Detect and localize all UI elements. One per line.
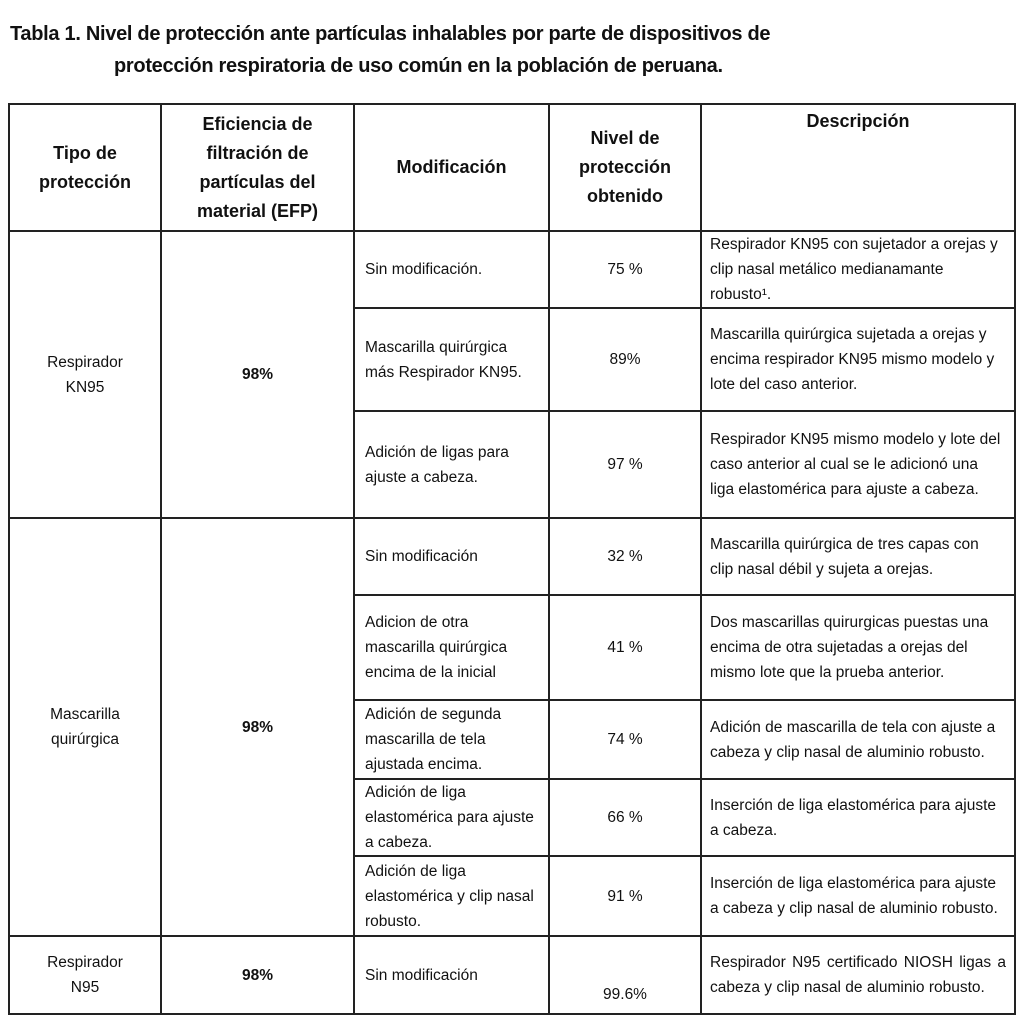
modificacion-cell: Adición de ligas para ajuste a cabeza. [354, 411, 549, 518]
header-efp: Eficiencia de filtración de partículas del material (EFP) [161, 104, 354, 231]
nivel-cell: 99.6% [549, 936, 701, 1014]
header-row [9, 104, 1015, 231]
descripcion-cell: Dos mascarillas quirurgicas puestas una encima de otra sujetadas a orejas del mismo lote que la prueba anterior. [701, 595, 1015, 700]
modificacion-cell: Sin modificación [354, 936, 549, 1014]
nivel-cell: 91 % [549, 856, 701, 936]
nivel-cell: 32 % [549, 518, 701, 595]
modificacion-cell: Adición de segunda mascarilla de tela ajustada encima. [354, 700, 549, 779]
table-row [9, 936, 1015, 1014]
modificacion-cell: Adición de liga elastomérica y clip nasal robusto. [354, 856, 549, 936]
efp-cell: 98% [161, 936, 354, 1014]
table-caption [10, 18, 770, 82]
tipo-cell: Respirador N95 [9, 936, 161, 1014]
nivel-cell: 66 % [549, 779, 701, 856]
header-nivel: Nivel de protección obtenido [549, 104, 701, 231]
nivel-cell: 74 % [549, 700, 701, 779]
efp-cell: 98% [161, 518, 354, 936]
descripcion-cell: Respirador KN95 con sujetador a orejas y clip nasal metálico medianamante robusto¹. [701, 231, 1015, 308]
modificacion-cell: Sin modificación [354, 518, 549, 595]
descripcion-cell: Adición de mascarilla de tela con ajuste a cabeza y clip nasal de aluminio robusto. [701, 700, 1015, 779]
descripcion-cell: Respirador KN95 mismo modelo y lote del caso anterior al cual se le adicionó una liga elastomérica para ajuste a cabeza. [701, 411, 1015, 518]
nivel-cell: 89% [549, 308, 701, 411]
nivel-cell: 75 % [549, 231, 701, 308]
descripcion-cell: Mascarilla quirúrgica de tres capas con clip nasal débil y sujeta a orejas. [701, 518, 1015, 595]
table-row [9, 518, 1015, 595]
modificacion-cell: Mascarilla quirúrgica más Respirador KN95. [354, 308, 549, 411]
efp-cell: 98% [161, 231, 354, 518]
descripcion-cell: Mascarilla quirúrgica sujetada a orejas y encima respirador KN95 mismo modelo y lote del caso anterior. [701, 308, 1015, 411]
header-modificacion: Modificación [354, 104, 549, 231]
header-tipo: Tipo de protección [9, 104, 161, 231]
caption-line-1: Tabla 1. Nivel de protección ante partículas inhalables por parte de dispositivos de [10, 23, 771, 45]
tipo-cell: Mascarilla quirúrgica [9, 518, 161, 936]
tipo-cell: Respirador KN95 [9, 231, 161, 518]
caption-line-2: protección respiratoria de uso común en la población de peruana. [114, 55, 723, 77]
modificacion-cell: Adición de liga elastomérica para ajuste a cabeza. [354, 779, 549, 856]
table-row [9, 231, 1015, 308]
header-descripcion: Descripción [701, 104, 1015, 231]
modificacion-cell: Adicion de otra mascarilla quirúrgica encima de la inicial [354, 595, 549, 700]
nivel-cell: 97 % [549, 411, 701, 518]
descripcion-cell: Respirador N95 certificado NIOSH ligas a cabeza y clip nasal de aluminio robusto. [701, 936, 1015, 1014]
descripcion-cell: Inserción de liga elastomérica para ajuste a cabeza y clip nasal de aluminio robusto. [701, 856, 1015, 936]
descripcion-cell: Inserción de liga elastomérica para ajuste a cabeza. [701, 779, 1015, 856]
protection-table [8, 103, 1016, 1015]
nivel-cell: 41 % [549, 595, 701, 700]
modificacion-cell: Sin modificación. [354, 231, 549, 308]
